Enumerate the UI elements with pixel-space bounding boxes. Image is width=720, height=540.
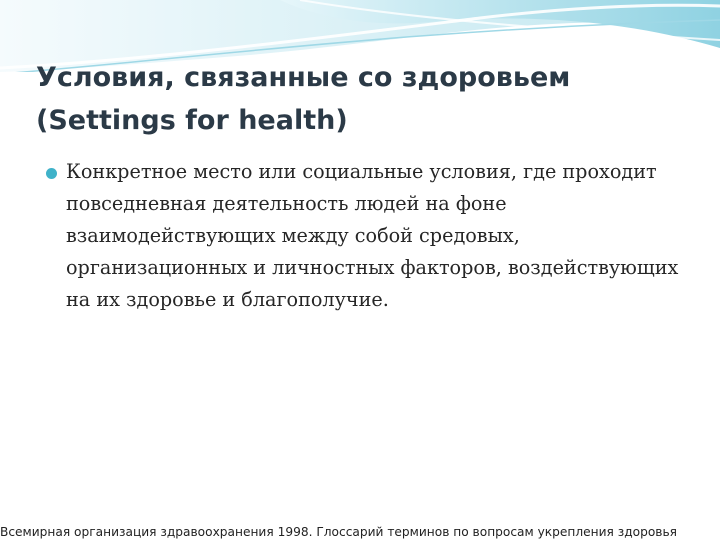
bullet-item xyxy=(46,156,686,316)
slide-title-line-1: Условия, связанные со здоровьем xyxy=(36,62,571,93)
slide-title xyxy=(36,56,696,142)
bullet-text: Конкретное место или социальные условия, где проходит повседневная деятельность людей на фоне взаимодействующих между собой средовых, организационных и личностных факторов, воздействующих на их здоровье и благополучие. xyxy=(66,160,679,311)
bullet-dot-icon xyxy=(46,168,57,179)
slide-title-line-2: (Settings for health) xyxy=(36,105,348,136)
bullet-list xyxy=(46,156,686,316)
footer-source-note: Всемирная организация здравоохранения 1998. Глоссарий терминов по вопросам укрепления здоровья xyxy=(0,525,678,539)
